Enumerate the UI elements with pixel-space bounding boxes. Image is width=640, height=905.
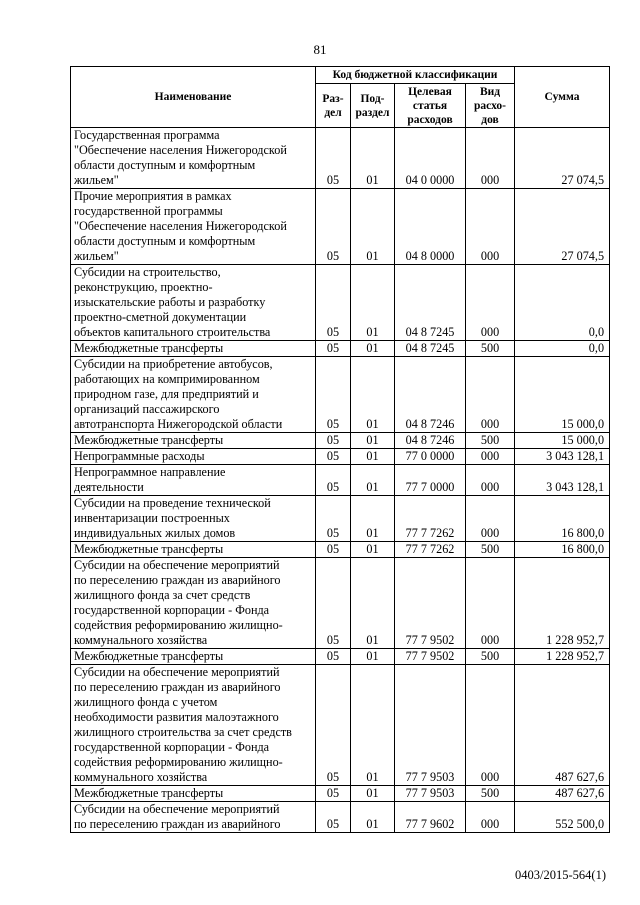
row-name-cell [71,802,316,833]
row-sum: 552 500,0 [515,802,610,833]
page-number: 81 [313,42,327,57]
row-name-line: государственной программы [74,204,223,218]
table-row [71,357,610,433]
row-type: 000 [466,558,515,649]
row-type: 000 [466,465,515,496]
row-type: 000 [466,496,515,542]
row-name-cell [71,649,316,665]
row-name-cell [71,433,316,449]
table-row [71,465,610,496]
row-sum: 0,0 [515,341,610,357]
row-subsection: 01 [351,433,395,449]
row-section: 05 [316,542,351,558]
row-subsection: 01 [351,496,395,542]
row-target: 77 7 0000 [395,465,466,496]
row-name-cell [71,542,316,558]
row-name-line: содействия реформированию жилищно- [74,618,283,632]
row-name-line: коммунального хозяйства [74,770,208,784]
row-subsection: 01 [351,449,395,465]
row-name-line: "Обеспечение населения Нижегородской [74,143,287,157]
row-name-line: жилищного строительства за счет средств [74,725,292,739]
document-code: 0403/2015-564(1) [515,868,606,882]
row-name-cell [71,128,316,189]
row-subsection: 01 [351,357,395,433]
row-type: 000 [466,265,515,341]
row-section: 05 [316,558,351,649]
row-name-cell [71,449,316,465]
row-target: 04 8 7246 [395,357,466,433]
row-section: 05 [316,128,351,189]
row-sum: 1 228 952,7 [515,558,610,649]
table-header [71,67,610,128]
row-name-line: Межбюджетные трансферты [74,341,224,355]
row-sum: 487 627,6 [515,665,610,786]
row-name-line: Межбюджетные трансферты [74,786,224,800]
row-name-cell [71,558,316,649]
row-subsection: 01 [351,189,395,265]
row-type: 000 [466,189,515,265]
row-name-line: жильем" [74,173,119,187]
row-target: 77 7 9502 [395,558,466,649]
row-name-cell [71,341,316,357]
budget-table [70,66,610,833]
row-name-line: коммунального хозяйства [74,633,208,647]
row-name-line: деятельности [74,480,144,494]
row-section: 05 [316,465,351,496]
row-name-line: объектов капитального строительства [74,325,271,339]
row-name-line: Межбюджетные трансферты [74,649,224,663]
row-section: 05 [316,802,351,833]
table-row [71,665,610,786]
row-name-line: государственной корпорации - Фонда [74,740,270,754]
row-target: 04 0 0000 [395,128,466,189]
row-name-line: "Обеспечение населения Нижегородской [74,219,287,233]
header-classification-group: Код бюджетной классификации [316,67,515,84]
row-subsection: 01 [351,802,395,833]
row-sum: 16 800,0 [515,542,610,558]
row-name-line: Субсидии на обеспечение мероприятий [74,665,280,679]
table-row [71,496,610,542]
row-name-cell [71,665,316,786]
row-name-line: необходимости развития малоэтажного [74,710,279,724]
row-name-line: содействия реформированию жилищно- [74,755,283,769]
row-name-line: государственной корпорации - Фонда [74,603,270,617]
row-type: 000 [466,665,515,786]
row-name-line: жилищного фонда за счет средств [74,588,251,602]
row-section: 05 [316,665,351,786]
row-name-cell [71,265,316,341]
row-name-cell [71,786,316,802]
row-section: 05 [316,357,351,433]
row-name-line: изыскательские работы и разработку [74,295,266,309]
row-name-line: жилищного фонда с учетом [74,695,218,709]
table-row [71,786,610,802]
row-name-line: работающих на компримированном [74,372,260,386]
table-body [71,128,610,833]
row-name-line: Субсидии на обеспечение мероприятий [74,558,280,572]
row-name-line: Межбюджетные трансферты [74,433,224,447]
row-name-line: Непрограммное направление [74,465,226,479]
row-section: 05 [316,449,351,465]
header-section: Раз- дел [316,84,351,128]
row-sum: 1 228 952,7 [515,649,610,665]
row-section: 05 [316,265,351,341]
row-type: 500 [466,542,515,558]
row-target: 77 7 9502 [395,649,466,665]
row-name-cell [71,465,316,496]
row-type: 500 [466,341,515,357]
row-target: 77 7 9602 [395,802,466,833]
row-sum: 15 000,0 [515,433,610,449]
row-name-line: Субсидии на приобретение автобусов, [74,357,273,371]
row-target: 77 7 7262 [395,496,466,542]
row-sum: 16 800,0 [515,496,610,542]
row-type: 000 [466,802,515,833]
row-section: 05 [316,496,351,542]
row-type: 000 [466,357,515,433]
row-type: 000 [466,449,515,465]
row-sum: 15 000,0 [515,357,610,433]
table-row [71,802,610,833]
table-row [71,649,610,665]
row-type: 500 [466,433,515,449]
row-target: 77 0 0000 [395,449,466,465]
row-subsection: 01 [351,649,395,665]
row-target: 04 8 7245 [395,341,466,357]
table-row [71,189,610,265]
row-name-line: жильем" [74,249,119,263]
table-row [71,449,610,465]
row-sum: 0,0 [515,265,610,341]
row-name-line: по переселению граждан из аварийного [74,680,281,694]
row-section: 05 [316,189,351,265]
row-name-line: природном газе, для предприятий и [74,387,259,401]
row-sum: 3 043 128,1 [515,465,610,496]
header-type: Вид расхо- дов [466,84,515,128]
row-target: 77 7 9503 [395,665,466,786]
row-name-cell [71,189,316,265]
table-row [71,341,610,357]
row-target: 04 8 0000 [395,189,466,265]
row-name-line: инвентаризации построенных [74,511,230,525]
table-row [71,542,610,558]
row-subsection: 01 [351,265,395,341]
row-name-line: проектно-сметной документации [74,310,247,324]
row-target: 04 8 7245 [395,265,466,341]
row-name-cell [71,496,316,542]
row-type: 000 [466,128,515,189]
row-name-line: индивидуальных жилых домов [74,526,236,540]
row-name-line: по переселению граждан из аварийного [74,573,281,587]
row-target: 77 7 9503 [395,786,466,802]
row-name-line: области доступным и комфортным [74,158,256,172]
row-name-line: Непрограммные расходы [74,449,205,463]
row-section: 05 [316,433,351,449]
row-name-line: Государственная программа [74,128,220,142]
table-row [71,265,610,341]
row-sum: 27 074,5 [515,189,610,265]
row-section: 05 [316,341,351,357]
table-row [71,433,610,449]
row-name-line: Субсидии на строительство, [74,265,221,279]
row-name-cell [71,357,316,433]
header-target: Целевая статья расходов [395,84,466,128]
row-target: 77 7 7262 [395,542,466,558]
row-name-line: Субсидии на обеспечение мероприятий [74,802,280,816]
row-sum: 27 074,5 [515,128,610,189]
row-name-line: Прочие мероприятия в рамках [74,189,232,203]
row-type: 500 [466,649,515,665]
row-subsection: 01 [351,465,395,496]
row-subsection: 01 [351,665,395,786]
row-name-line: организаций пассажирского [74,402,220,416]
row-subsection: 01 [351,558,395,649]
row-section: 05 [316,649,351,665]
row-name-line: по переселению граждан из аварийного [74,817,281,831]
row-subsection: 01 [351,542,395,558]
table-row [71,128,610,189]
row-name-line: автотранспорта Нижегородской области [74,417,283,431]
row-section: 05 [316,786,351,802]
row-target: 04 8 7246 [395,433,466,449]
row-name-line: Субсидии на проведение технической [74,496,271,510]
row-sum: 487 627,6 [515,786,610,802]
row-subsection: 01 [351,128,395,189]
row-type: 500 [466,786,515,802]
row-sum: 3 043 128,1 [515,449,610,465]
header-name: Наименование [71,67,316,128]
row-subsection: 01 [351,786,395,802]
header-subsection: Под- раздел [351,84,395,128]
row-name-line: Межбюджетные трансферты [74,542,224,556]
table-row [71,558,610,649]
header-sum: Сумма [515,67,610,128]
row-name-line: реконструкцию, проектно- [74,280,213,294]
row-subsection: 01 [351,341,395,357]
row-name-line: области доступным и комфортным [74,234,256,248]
